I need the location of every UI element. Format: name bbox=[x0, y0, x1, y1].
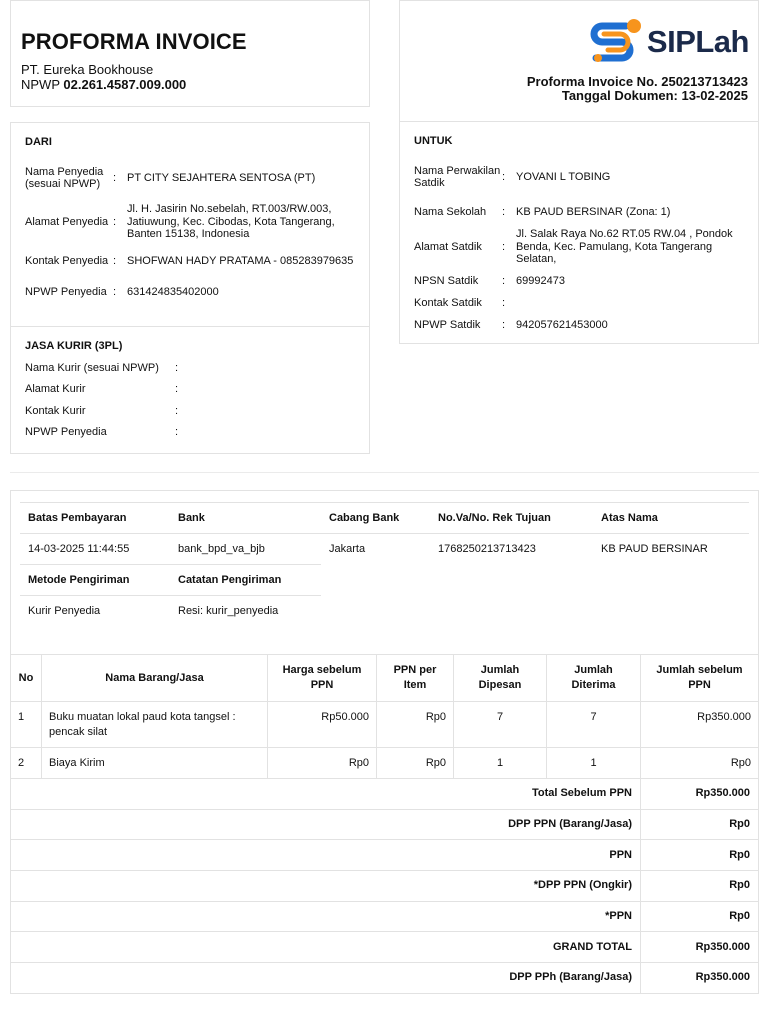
dari-title: DARI bbox=[25, 136, 52, 148]
payment-value: KB PAUD BERSINAR bbox=[601, 542, 708, 555]
total-value: Rp0 bbox=[641, 901, 759, 932]
dari-row: Nama Penyedia (sesuai NPWP) : PT CITY SEJAHTERA SENTOSA (PT) bbox=[25, 158, 355, 198]
total-row bbox=[11, 871, 759, 902]
kurir-row: Nama Kurir (sesuai NPWP) : bbox=[25, 361, 179, 374]
payment-header: Bank bbox=[170, 503, 321, 534]
field-value: SHOFWAN HADY PRATAMA - 085283979635 bbox=[127, 254, 354, 267]
dari-row: Kontak Penyedia : SHOFWAN HADY PRATAMA - 085283979635 bbox=[25, 254, 354, 267]
item-name: Biaya Kirim bbox=[42, 748, 268, 779]
npwp-value: 02.261.4587.009.000 bbox=[63, 77, 187, 92]
items-header: Nama Barang/Jasa bbox=[42, 655, 268, 702]
field-value: Jl. H. Jasirin No.sebelah, RT.003/RW.003, Jatiuwung, Kec. Cibodas, Kota Tangerang, Banten 15138, Indonesia bbox=[127, 203, 335, 241]
item-qty-ordered: 7 bbox=[454, 702, 547, 748]
invoice-header bbox=[10, 0, 370, 107]
untuk-row: Kontak Satdik : bbox=[414, 296, 506, 309]
payment-section bbox=[10, 490, 759, 655]
field-label: NPWP Penyedia bbox=[25, 426, 107, 438]
item-price: Rp50.000 bbox=[268, 702, 377, 748]
company-npwp bbox=[21, 77, 359, 92]
untuk-section bbox=[399, 121, 759, 344]
kurir-row: Kontak Kurir : bbox=[25, 404, 179, 417]
document-date: Tanggal Dokumen: 13-02-2025 bbox=[561, 88, 748, 103]
items-header: Jumlah sebelum PPN bbox=[641, 655, 759, 702]
payment-table bbox=[20, 502, 749, 564]
payment-value: bank_bpd_va_bjb bbox=[178, 542, 265, 555]
payment-header: No.Va/No. Rek Tujuan bbox=[430, 503, 593, 534]
shipping-table bbox=[20, 564, 321, 626]
items-header: Harga sebelum PPN bbox=[268, 655, 377, 702]
table-row bbox=[11, 702, 759, 748]
field-value: YOVANI L TOBING bbox=[516, 170, 611, 183]
field-label: Alamat Penyedia bbox=[25, 215, 109, 228]
field-label: Kontak Satdik bbox=[414, 296, 482, 309]
field-label: Nama Kurir (sesuai NPWP) bbox=[25, 361, 159, 374]
field-value: 69992473 bbox=[516, 275, 565, 288]
field-label: Nama Penyedia (sesuai NPWP) bbox=[25, 165, 104, 190]
invoice-number: Proforma Invoice No. 250213713423 bbox=[526, 74, 748, 89]
total-label: *DPP PPN (Ongkir) bbox=[11, 871, 641, 902]
kurir-title: JASA KURIR (3PL) bbox=[25, 340, 123, 352]
shipping-value: Resi: kurir_penyedia bbox=[178, 604, 279, 617]
items-header: Jumlah Diterima bbox=[547, 655, 641, 702]
field-label: Alamat Kurir bbox=[25, 383, 86, 395]
total-label: DPP PPh (Barang/Jasa) bbox=[11, 963, 641, 994]
field-value: KB PAUD BERSINAR (Zona: 1) bbox=[516, 205, 671, 218]
siplah-logo-icon bbox=[590, 18, 644, 66]
kurir-section bbox=[10, 326, 370, 454]
total-value: Rp0 bbox=[641, 809, 759, 840]
invoice-meta bbox=[527, 75, 748, 103]
item-qty-received: 1 bbox=[547, 748, 641, 779]
item-ppn: Rp0 bbox=[377, 702, 454, 748]
payment-value: 14-03-2025 11:44:55 bbox=[28, 542, 130, 555]
payment-header: Atas Nama bbox=[593, 503, 749, 534]
field-value: PT CITY SEJAHTERA SENTOSA (PT) bbox=[127, 171, 316, 184]
field-label: NPWP Satdik bbox=[414, 318, 481, 331]
total-row bbox=[11, 779, 759, 810]
npwp-label: NPWP bbox=[21, 77, 60, 92]
siplah-logo bbox=[590, 18, 749, 66]
shipping-header: Metode Pengiriman bbox=[20, 565, 170, 596]
field-value: 942057621453000 bbox=[516, 318, 608, 331]
dari-row: Alamat Penyedia : Jl. H. Jasirin No.sebelah, RT.003/RW.003, Jatiuwung, Kec. Cibodas, Kota Tangerang, Banten 15138, Indonesia bbox=[25, 200, 355, 244]
payment-header: Batas Pembayaran bbox=[20, 503, 170, 534]
untuk-row: Alamat Satdik : Jl. Salak Raya No.62 RT.05 RW.04 , Pondok Benda, Kec. Pamulang, Kota Tangerang Selatan, bbox=[414, 227, 744, 267]
dari-row: NPWP Penyedia : 631424835402000 bbox=[25, 278, 355, 306]
table-row bbox=[11, 748, 759, 779]
payment-header: Cabang Bank bbox=[321, 503, 430, 534]
dari-section bbox=[10, 122, 370, 327]
items-header: Jumlah Dipesan bbox=[454, 655, 547, 702]
grand-total-row bbox=[11, 932, 759, 963]
shipping-header: Catatan Pengiriman bbox=[170, 565, 321, 596]
payment-value: Jakarta bbox=[329, 542, 366, 555]
company-name: PT. Eureka Bookhouse bbox=[21, 62, 154, 77]
total-row bbox=[11, 963, 759, 994]
item-no: 2 bbox=[11, 748, 42, 779]
items-table bbox=[10, 654, 759, 994]
field-label: Alamat Satdik bbox=[414, 240, 482, 253]
total-row bbox=[11, 901, 759, 932]
field-label: Nama Sekolah bbox=[414, 205, 487, 218]
section-divider bbox=[10, 472, 759, 473]
invoice-meta-box bbox=[399, 0, 759, 122]
total-value: Rp350.000 bbox=[641, 963, 759, 994]
item-subtotal: Rp0 bbox=[641, 748, 759, 779]
field-label: NPWP Penyedia bbox=[25, 285, 107, 298]
untuk-row: Nama Perwakilan Satdik : YOVANI L TOBING bbox=[414, 157, 744, 197]
total-row bbox=[11, 840, 759, 871]
total-label: *PPN bbox=[11, 901, 641, 932]
items-header: PPN per Item bbox=[377, 655, 454, 702]
kurir-row: NPWP Penyedia : bbox=[25, 426, 179, 438]
field-value: Jl. Salak Raya No.62 RT.05 RW.04 , Pondok Benda, Kec. Pamulang, Kota Tangerang Selatan, bbox=[516, 228, 733, 266]
page-title: PROFORMA INVOICE bbox=[21, 29, 247, 54]
total-value: Rp0 bbox=[641, 871, 759, 902]
total-label: GRAND TOTAL bbox=[11, 932, 641, 963]
items-header: No bbox=[11, 655, 42, 702]
total-value: Rp350.000 bbox=[641, 779, 759, 810]
untuk-row: NPSN Satdik : 69992473 bbox=[414, 267, 744, 296]
untuk-row: Nama Sekolah : KB PAUD BERSINAR (Zona: 1) bbox=[414, 197, 744, 227]
item-ppn: Rp0 bbox=[377, 748, 454, 779]
logo-text: SIPLah bbox=[646, 24, 749, 59]
total-row bbox=[11, 809, 759, 840]
total-label: PPN bbox=[11, 840, 641, 871]
field-label: Nama Perwakilan Satdik bbox=[414, 164, 501, 189]
payment-value: 1768250213713423 bbox=[438, 542, 536, 555]
item-no: 1 bbox=[11, 702, 42, 748]
field-label: NPSN Satdik bbox=[414, 275, 479, 288]
field-label: Kontak Kurir bbox=[25, 404, 86, 417]
item-qty-received: 7 bbox=[547, 702, 641, 748]
field-value: 631424835402000 bbox=[127, 285, 219, 298]
item-qty-ordered: 1 bbox=[454, 748, 547, 779]
total-label: Total Sebelum PPN bbox=[11, 779, 641, 810]
total-value: Rp350.000 bbox=[641, 932, 759, 963]
total-value: Rp0 bbox=[641, 840, 759, 871]
shipping-value: Kurir Penyedia bbox=[28, 604, 101, 617]
item-subtotal: Rp350.000 bbox=[641, 702, 759, 748]
untuk-row: NPWP Satdik : 942057621453000 bbox=[414, 310, 744, 340]
kurir-row: Alamat Kurir : bbox=[25, 383, 179, 395]
field-label: Kontak Penyedia bbox=[25, 254, 109, 267]
item-price: Rp0 bbox=[268, 748, 377, 779]
total-label: DPP PPN (Barang/Jasa) bbox=[11, 809, 641, 840]
item-name: Buku muatan lokal paud kota tangsel : pencak silat bbox=[42, 702, 268, 748]
untuk-title: UNTUK bbox=[414, 135, 453, 147]
